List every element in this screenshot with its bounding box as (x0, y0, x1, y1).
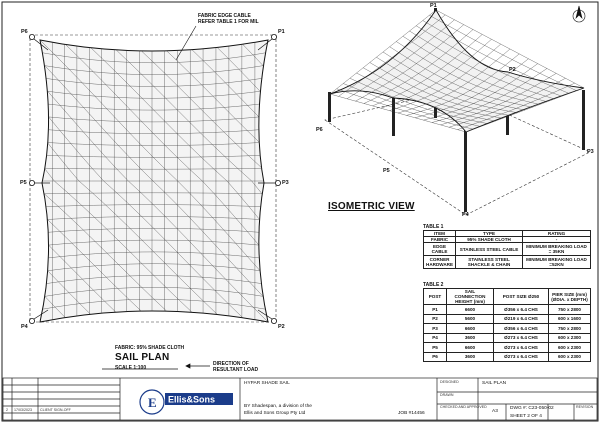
table2-cell: 750 x 2800 (549, 305, 591, 315)
mesh-line (448, 123, 457, 125)
table2-cell: Ø273 x 6.4 CHS (494, 343, 549, 353)
isometric-title: ISOMETRIC VIEW (328, 201, 415, 212)
mesh-line (364, 104, 373, 106)
mesh-line (487, 50, 494, 56)
mesh-line (549, 73, 556, 77)
revision-note: CLIENT SIGN-OFF (40, 408, 71, 412)
mesh-line (558, 78, 565, 82)
table2-cell: 600 x 2300 (549, 343, 591, 353)
drawing-title: SAIL PLAN (482, 381, 507, 386)
sail-plan-point-p4: P4 (21, 324, 28, 330)
mesh-line (540, 73, 549, 77)
mesh-line (376, 57, 385, 62)
mesh-line (496, 61, 505, 65)
mesh-line (503, 55, 512, 60)
sail-plan-point-p5: P5 (20, 180, 27, 186)
mesh-line (415, 118, 424, 120)
mesh-line (510, 49, 519, 54)
mesh-line (403, 106, 412, 109)
mesh-line (369, 94, 378, 97)
mesh-line (356, 97, 363, 101)
table1-cell: MINIMUM BREAKING LOAD = 35KN (523, 243, 591, 256)
table1-cell: EDGE CABLE (424, 243, 456, 256)
table2-header: PIER SIZE (mm) (ØDIA. x DEPTH) (549, 289, 591, 305)
table1-caption: TABLE 1 (423, 224, 444, 230)
mesh-line (441, 123, 448, 125)
mesh-line (439, 118, 446, 120)
table2-caption: TABLE 2 (423, 282, 444, 288)
edge-cable-callout-line2: REFER TABLE 1 FOR MIL (198, 19, 259, 25)
mesh-line (512, 54, 519, 60)
iso-point-p1: P1 (430, 3, 437, 9)
mesh-line (466, 36, 475, 41)
mesh-line (448, 121, 455, 123)
edge-cable-callout (198, 13, 259, 25)
sheet-size: A3 (492, 409, 498, 414)
table2-cell: 750 x 2800 (549, 324, 591, 334)
mesh-line (540, 69, 547, 74)
mesh-line (347, 99, 356, 101)
mesh-line (339, 96, 348, 98)
mesh-line (494, 50, 503, 55)
table1-header: RATING (523, 231, 591, 237)
mesh-line (396, 108, 405, 111)
mesh-line (480, 56, 487, 62)
mesh-line (403, 36, 412, 42)
mesh-line (538, 64, 547, 69)
mesh-line (422, 114, 429, 116)
mesh-line (489, 61, 496, 67)
mesh-line (376, 52, 383, 57)
mesh-line (422, 116, 431, 118)
drawing-number: DWG #: C23-050-02 (510, 406, 554, 411)
mesh-line (485, 45, 494, 50)
mesh-line (498, 65, 505, 71)
mesh-line (371, 100, 380, 103)
mesh-line (390, 42, 397, 47)
mesh-line (383, 47, 390, 52)
mesh-line (403, 31, 410, 36)
iso-point-p4: P4 (462, 212, 469, 218)
table2-cell: Ø273 x 6.4 CHS (494, 352, 549, 362)
mesh-line (441, 125, 450, 127)
mesh-line (466, 30, 473, 36)
mesh-line (566, 78, 575, 83)
drawn-label: DRAWN (440, 393, 454, 397)
mesh-line (354, 95, 363, 98)
mesh-line (471, 51, 478, 57)
mesh-line (396, 42, 405, 48)
mesh-line (455, 20, 464, 25)
mesh-line (424, 118, 431, 120)
by-line-2: Ellis and Sons Group Pty Ltd (244, 411, 306, 416)
table2-cell: Ø356 x 6.4 CHS (494, 324, 549, 334)
mesh-line (414, 113, 423, 115)
mesh-line (428, 107, 435, 109)
table2-cell: P6 (424, 352, 447, 362)
sheet-number: SHEET 2 OF 4 (510, 414, 542, 419)
mesh-line (373, 103, 380, 106)
mesh-line (350, 73, 357, 78)
mesh-line (416, 21, 423, 26)
designed-label: DESIGNED (440, 380, 459, 384)
mesh-line (363, 68, 372, 73)
iso-point-p5: P5 (383, 168, 390, 174)
sail-plan-scale: SCALE 1:100 (115, 365, 147, 371)
mesh-line (379, 100, 386, 103)
mesh-line (347, 95, 354, 99)
table2-cell: Ø219 x 6.4 CHS (494, 314, 549, 324)
table2-cell: P5 (424, 343, 447, 353)
mesh-line (370, 57, 377, 62)
mesh-line (415, 116, 422, 118)
mesh-line (357, 73, 366, 77)
table1-header: ITEM (424, 231, 456, 237)
mesh-line (521, 59, 528, 64)
mesh-line (501, 44, 510, 49)
mesh-line (383, 52, 392, 58)
mesh-line (370, 63, 379, 68)
mesh-line (407, 113, 414, 115)
mesh-line (405, 111, 414, 113)
sail-plan-point-p1: P1 (278, 29, 285, 35)
project-title: HYPAR SHADE SAIL (244, 381, 290, 386)
mesh-line (421, 111, 430, 113)
mesh-line (478, 45, 485, 51)
table2-cell: Ø273 x 6.4 CHS (494, 333, 549, 343)
table2-header: POST (424, 289, 447, 305)
mesh-line (523, 69, 530, 74)
mesh-line (390, 47, 399, 53)
mesh-line (449, 127, 458, 129)
mesh-line (487, 56, 496, 61)
mesh-line (482, 34, 491, 39)
table1-cell: STAINLESS STEEL CABLE (456, 243, 523, 256)
table2-cell: P4 (424, 333, 447, 343)
mesh-line (531, 64, 538, 69)
mesh-line (431, 118, 440, 120)
mesh-line (432, 121, 439, 123)
mesh-line (445, 15, 454, 20)
mesh-line (396, 36, 403, 41)
mesh-line (478, 51, 487, 56)
mesh-line (485, 39, 492, 45)
table2-header: SAIL CONNECTION HEIGHT (mm) (447, 289, 494, 305)
revision-date: 17/03/2023 (14, 408, 32, 412)
mesh-line (438, 116, 447, 118)
table1-cell: 95% SHADE CLOTH (456, 237, 523, 243)
mesh-line (419, 107, 428, 110)
revision-label: REVISION (576, 405, 594, 409)
table2-cell: 600 x 2300 (549, 333, 591, 343)
mesh-line (496, 55, 503, 61)
mesh-line (362, 94, 369, 98)
mesh-line (407, 115, 416, 117)
checked-label: CHECKED AND APPROVED (440, 405, 487, 409)
mesh-line (512, 60, 521, 65)
mesh-line (398, 113, 407, 115)
svg-text:Ellis&Sons: Ellis&Sons (168, 394, 216, 405)
mesh-line (410, 101, 417, 104)
table1-header: TYPE (456, 231, 523, 237)
table2-header: POST SIZE Ø250 (494, 289, 549, 305)
mesh-line (531, 69, 540, 73)
sail-plan-point-p2: P2 (278, 324, 285, 330)
table2-cell: 6600 (447, 343, 494, 353)
table2-cell: P2 (424, 314, 447, 324)
mesh-line (503, 49, 510, 55)
job-number: JOB #14456 (398, 411, 425, 416)
mesh-line (448, 25, 457, 30)
table1-cell: - (523, 237, 591, 243)
table2-cell: 6600 (447, 324, 494, 334)
mesh-line (410, 26, 417, 31)
north-arrow-icon (573, 6, 585, 22)
mesh-line (475, 34, 482, 40)
mesh-line (357, 68, 364, 73)
fabric-note: FABRIC: 95% SHADE CLOTH (115, 345, 185, 351)
revision-number: 2 (6, 408, 8, 412)
mesh-line (395, 103, 404, 106)
direction-note-line2: RESULTANT LOAD (213, 367, 259, 373)
mesh-line (350, 78, 359, 82)
iso-point-p3: P3 (587, 149, 594, 155)
mesh-line (410, 104, 419, 107)
table1 (423, 230, 591, 269)
mesh-line (363, 63, 370, 68)
table2-cell: 5600 (447, 314, 494, 324)
mesh-line (362, 97, 371, 100)
iso-point-p6: P6 (316, 127, 323, 133)
table1-cell: MINIMUM BREAKING LOAD =52KN (523, 256, 591, 269)
table2 (423, 288, 591, 362)
iso-point-p2: P2 (509, 67, 516, 73)
table2-cell: P1 (424, 305, 447, 315)
mesh-line (494, 44, 501, 50)
mesh-line (533, 73, 540, 78)
mesh-line (412, 107, 419, 109)
mesh-line (379, 103, 388, 106)
mesh-line (438, 114, 445, 116)
mesh-line (475, 40, 484, 45)
mesh-line (337, 84, 344, 89)
sail-plan-point-p3: P3 (282, 180, 289, 186)
mesh-line (403, 104, 410, 106)
mesh-line (473, 30, 482, 35)
edge-cable-callout-line1: FABRIC EDGE CABLE (198, 13, 251, 19)
mesh-line (396, 106, 403, 108)
mesh-line (398, 111, 405, 113)
mesh-line (448, 20, 455, 26)
mesh-line (464, 25, 473, 30)
mesh-line (432, 123, 441, 125)
mesh-line (457, 25, 464, 31)
mesh-line (519, 54, 528, 59)
sail-plan-drawing (29, 26, 280, 324)
mesh-line (439, 121, 448, 123)
table2-cell: 3600 (447, 352, 494, 362)
mesh-line (395, 100, 402, 103)
mesh-line (423, 15, 430, 20)
mesh-line (381, 108, 390, 110)
mesh-line (547, 69, 556, 74)
table1-cell: STAINLESS STEEL SHACKLE & CHAIN (456, 256, 523, 269)
mesh-line (405, 109, 412, 111)
table1-cell: FABRIC (424, 237, 456, 243)
sail-plan-point-p6: P6 (21, 29, 28, 35)
mesh-line (343, 78, 350, 83)
mesh-line (364, 100, 371, 103)
mesh-line (419, 104, 426, 106)
isometric-drawing (325, 8, 590, 215)
table1-cell: CORNER HARDWARE (424, 256, 456, 269)
direction-note (213, 361, 258, 373)
mesh-line (378, 97, 387, 100)
mesh-line (469, 46, 478, 51)
mesh-line (492, 39, 501, 44)
mesh-line (529, 59, 538, 64)
by-line-1: BY Shadespan, a division of the (244, 404, 312, 409)
table2-cell: 6600 (447, 305, 494, 315)
mesh-line (356, 101, 365, 103)
mesh-line (549, 78, 558, 82)
table2-cell: Ø356 x 6.4 CHS (494, 305, 549, 315)
mesh-line (457, 30, 466, 35)
mesh-line (414, 111, 421, 113)
mesh-line (459, 36, 466, 42)
company-logo (140, 390, 233, 414)
table2-cell: 600 x 1600 (549, 314, 591, 324)
mesh-line (371, 97, 378, 100)
table2-cell: 3600 (447, 333, 494, 343)
mesh-line (345, 92, 354, 95)
table2-cell: P3 (424, 324, 447, 334)
table2-cell: 600 x 2300 (549, 352, 591, 362)
mesh-line (505, 60, 512, 66)
direction-note-line1: DIRECTION OF (213, 361, 249, 367)
sail-plan-title: SAIL PLAN (115, 352, 170, 363)
mesh-line (424, 120, 433, 122)
mesh-line (556, 73, 565, 78)
mesh-line (521, 64, 530, 69)
svg-text:E: E (148, 395, 157, 410)
mesh-line (330, 94, 339, 96)
mesh-line (412, 109, 421, 112)
mesh-line (469, 40, 476, 46)
mesh-line (449, 125, 456, 127)
mesh-line (421, 109, 428, 111)
